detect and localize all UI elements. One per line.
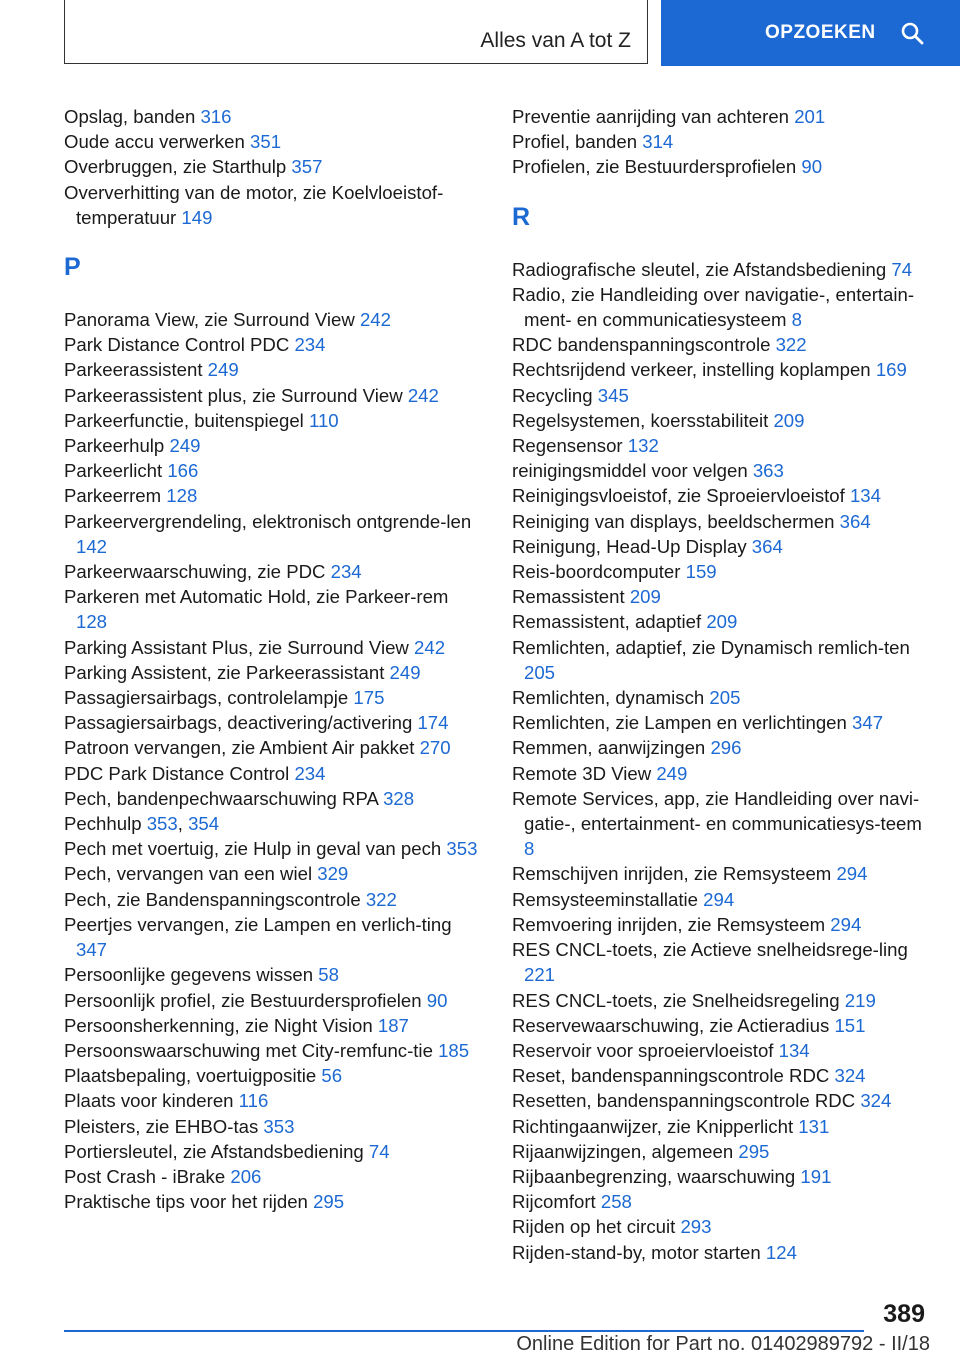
index-entry — [64, 710, 484, 735]
page-link[interactable]: 294 — [836, 863, 868, 885]
page-link[interactable]: 134 — [849, 485, 881, 507]
index-entry — [512, 154, 932, 179]
page-link[interactable]: 169 — [875, 359, 907, 381]
index-entry — [64, 1114, 484, 1139]
index-entry — [512, 1088, 932, 1113]
page-link[interactable]: 124 — [765, 1241, 797, 1263]
header-tab-box — [64, 0, 648, 64]
index-entry-term: Persoonsherkenning, zie Night Vision — [64, 1014, 378, 1036]
index-entry-term: Reservewaarschuwing, zie Actieradius — [512, 1014, 835, 1036]
index-entry — [64, 887, 484, 912]
index-entry-term: Rijbaanbegrenzing, waarschuwing — [512, 1165, 801, 1187]
index-entry-term: Parkeerrem — [64, 485, 167, 507]
index-entry — [64, 786, 484, 811]
footer-edition-text: Online Edition for Part no. 01402989792 - II/18 — [516, 1333, 930, 1355]
page-link[interactable]: 185 — [438, 1039, 470, 1061]
index-entry — [512, 735, 932, 760]
page-link[interactable]: 258 — [600, 1191, 632, 1213]
index-entry-term: Parkeerfunctie, buitenspiegel — [64, 409, 309, 431]
tab-alles-van-a-tot-z[interactable]: Alles van A tot Z — [480, 29, 631, 52]
index-entry-term: Pechhulp — [64, 813, 147, 835]
page-link[interactable]: 353 — [263, 1115, 295, 1137]
page-link[interactable]: 116 — [238, 1090, 269, 1112]
index-entry — [512, 912, 932, 937]
page-number: 389 — [883, 1300, 925, 1328]
index-entry — [64, 1063, 484, 1088]
index-entry-term: Parkeerlicht — [64, 460, 168, 482]
index-entry — [64, 1013, 484, 1038]
page-link[interactable]: 242 — [359, 309, 391, 331]
page-link[interactable]: 347 — [852, 712, 884, 734]
index-entry-term: Regelsystemen, koersstabiliteit — [512, 409, 774, 431]
index-entry-term: Oude accu verwerken — [64, 131, 251, 153]
index-entry — [64, 660, 484, 685]
index-entry-term: Reservoir voor sproeiervloeistof — [512, 1039, 779, 1061]
index-entry-term: Parking Assistant Plus, zie Surround View — [64, 636, 415, 658]
index-entry — [512, 937, 932, 987]
page-link[interactable]: 353 — [146, 813, 178, 835]
page-link[interactable]: 206 — [230, 1165, 262, 1187]
index-entry — [512, 887, 932, 912]
index-entry-term: Resetten, bandenspanningscontrole RDC — [512, 1090, 861, 1112]
page-link[interactable]: 249 — [169, 435, 201, 457]
page-link[interactable]: 242 — [414, 636, 446, 658]
page-link[interactable]: 249 — [389, 661, 421, 683]
index-entry-term: Radio, zie Handleiding over navigatie-, entertain-ment- en communicatiesysteem — [512, 283, 915, 331]
index-entry-term: RES CNCL-toets, zie Actieve snelheidsrege-ling — [512, 939, 908, 961]
index-entry — [512, 761, 932, 786]
index-entry-term: Pech met voertuig, zie Hulp in geval van pech — [64, 838, 447, 860]
index-entry-term: Remsysteeminstallatie — [512, 888, 704, 910]
index-entry — [512, 1164, 932, 1189]
index-entry — [512, 129, 932, 154]
page-link[interactable]: 345 — [597, 384, 629, 406]
index-entry — [512, 458, 932, 483]
index-entry-term: Preventie aanrijding van achteren — [512, 106, 795, 127]
index-entry-term: Remote Services, app, zie Handleiding over navi-gatie-, entertainment- en communicatiesys-teem — [512, 787, 922, 835]
index-entry — [64, 559, 484, 584]
page-link[interactable]: 209 — [629, 586, 661, 608]
index-entry — [64, 180, 484, 230]
index-entry — [512, 685, 932, 710]
page-link[interactable]: 8 — [791, 309, 802, 331]
index-entry — [512, 433, 932, 458]
index-entry-term: Pleisters, zie EHBO-tas — [64, 1115, 264, 1137]
page-link[interactable]: 221 — [524, 964, 556, 986]
index-entry-term: Overbruggen, zie Starthulp — [64, 156, 292, 178]
page-link[interactable]: 134 — [778, 1039, 810, 1061]
index-entry-term: Richtingaanwijzer, zie Knipperlicht — [512, 1115, 799, 1137]
page-link[interactable]: 205 — [524, 661, 556, 683]
page-link[interactable]: 322 — [775, 334, 807, 356]
index-entry-term: RDC bandenspanningscontrole — [512, 334, 776, 356]
page-link[interactable]: 295 — [313, 1191, 345, 1213]
index-entry-term: Reset, bandenspanningscontrole RDC — [512, 1065, 835, 1087]
index-entry-term: Passagiersairbags, controlelampje — [64, 687, 354, 709]
index-entry-term: Parkeerassistent — [64, 359, 208, 381]
index-entry-term: Reis-boordcomputer — [512, 561, 686, 583]
index-entry — [64, 988, 484, 1013]
index-entry — [512, 786, 932, 862]
index-entry — [64, 1139, 484, 1164]
index-entry-term: RES CNCL-toets, zie Snelheidsregeling — [512, 989, 845, 1011]
index-entry-term: Profielen, zie Bestuurdersprofielen — [512, 156, 802, 178]
page-link[interactable]: 347 — [76, 939, 108, 961]
index-entry — [64, 1038, 484, 1063]
index-entry — [64, 357, 484, 382]
index-entry — [512, 509, 932, 534]
index-entry — [512, 383, 932, 408]
index-column-right — [512, 104, 932, 1265]
index-entry — [64, 129, 484, 154]
page-link[interactable]: 128 — [76, 611, 108, 633]
page-link[interactable]: 174 — [417, 712, 449, 734]
index-entry-term: Patroon vervangen, zie Ambient Air pakket — [64, 737, 420, 759]
index-entry-term: Remvoering inrijden, zie Remsysteem — [512, 913, 831, 935]
index-entry-term: Remlichten, dynamisch — [512, 687, 710, 709]
index-entry — [512, 584, 932, 609]
page-link[interactable]: 324 — [834, 1065, 866, 1087]
index-entry — [512, 861, 932, 886]
index-entry — [64, 104, 484, 129]
index-entry-term: Remschijven inrijden, zie Remsysteem — [512, 863, 837, 885]
page-link[interactable]: 166 — [167, 460, 199, 482]
index-entry — [512, 1013, 932, 1038]
index-entry-term: Parking Assistent, zie Parkeerassistant — [64, 661, 390, 683]
index-entry-term: Remmen, aanwijzingen — [512, 737, 711, 759]
section-letter: P — [64, 253, 81, 282]
page-link[interactable]: 234 — [330, 561, 362, 583]
index-entry — [64, 635, 484, 660]
index-entry — [512, 534, 932, 559]
index-entry — [64, 458, 484, 483]
index-entry-term: Parkeerwaarschuwing, zie PDC — [64, 561, 331, 583]
index-entry — [64, 761, 484, 786]
page-link[interactable]: 329 — [317, 863, 349, 885]
page-link[interactable]: 56 — [321, 1065, 343, 1087]
page-link[interactable]: 249 — [207, 359, 239, 381]
index-entry-term: Parkeervergrendeling, elektronisch ontgrende-len — [64, 510, 472, 532]
index-entry — [64, 1088, 484, 1113]
index-entry — [512, 1189, 932, 1214]
index-entry-term: Remassistent, adaptief — [512, 611, 707, 633]
page-link[interactable]: 234 — [294, 334, 326, 356]
index-entry — [64, 154, 484, 179]
page-link[interactable]: 219 — [844, 989, 876, 1011]
index-entry — [64, 861, 484, 886]
index-entry — [64, 332, 484, 357]
index-entry-term: Oververhitting van de motor, zie Koelvloeistof-temperatuur — [64, 181, 444, 228]
page-link[interactable]: 351 — [250, 131, 282, 153]
search-icon — [900, 21, 924, 45]
page-link[interactable]: 364 — [751, 535, 783, 557]
page-link[interactable]: 90 — [801, 156, 823, 178]
index-entry-term: Remassistent — [512, 586, 630, 608]
index-entry-term: Rechtsrijdend verkeer, instelling koplampen — [512, 359, 876, 381]
page-link[interactable]: 205 — [709, 687, 741, 709]
index-entry — [512, 1240, 932, 1265]
index-entry-term: Rijden op het circuit — [512, 1216, 681, 1238]
index-entry — [64, 685, 484, 710]
search-button-label: OPZOEKEN — [765, 22, 876, 43]
index-entry — [64, 962, 484, 987]
index-entry-term: Panorama View, zie Surround View — [64, 309, 360, 331]
index-entry — [64, 408, 484, 433]
index-entry-term: Rijden-stand-by, motor starten — [512, 1241, 766, 1263]
index-entry-term: Profiel, banden — [512, 131, 643, 153]
index-entry-term: PDC Park Distance Control — [64, 762, 295, 784]
page-link[interactable]: 296 — [710, 737, 742, 759]
page-link[interactable]: 316 — [200, 106, 232, 127]
page-link[interactable]: 314 — [642, 131, 674, 153]
index-entry-term: Pech, zie Bandenspanningscontrole — [64, 888, 366, 910]
index-entry — [512, 1038, 932, 1063]
index-entry-term: Remote 3D View — [512, 762, 657, 784]
index-entry — [512, 1214, 932, 1239]
page-link[interactable]: 293 — [680, 1216, 712, 1238]
page-link[interactable]: 294 — [703, 888, 735, 910]
index-entry — [512, 609, 932, 634]
index-entry — [512, 408, 932, 433]
index-entry-term: Persoonlijke gegevens wissen — [64, 964, 319, 986]
index-entry-term: Persoonlijk profiel, zie Bestuurdersprofielen — [64, 989, 427, 1011]
page-link[interactable]: 322 — [365, 888, 397, 910]
index-entry: Pechhulp 353, 354 — [64, 813, 220, 835]
page-link[interactable]: 295 — [738, 1140, 770, 1162]
page-link[interactable]: 354 — [188, 813, 220, 835]
index-entry — [64, 1164, 484, 1189]
page-link[interactable]: 128 — [166, 485, 198, 507]
page-link[interactable]: 132 — [627, 435, 659, 457]
index-entry-term: Praktische tips voor het rijden — [64, 1191, 314, 1213]
index-column-left — [64, 104, 484, 1214]
footer-divider — [64, 1330, 864, 1332]
index-entry-term: Rijaanwijzingen, algemeen — [512, 1140, 739, 1162]
index-entry-term: Reinigung, Head-Up Display — [512, 535, 752, 557]
index-entry — [64, 1189, 484, 1214]
page-link[interactable]: 149 — [181, 206, 213, 228]
index-entry — [64, 584, 484, 634]
section-letter: R — [512, 202, 531, 231]
page-link[interactable]: 187 — [377, 1014, 409, 1036]
page-link[interactable]: 8 — [524, 838, 535, 860]
page-link[interactable]: 363 — [752, 460, 784, 482]
page-link[interactable]: 74 — [891, 258, 913, 280]
index-entry-term: Rijcomfort — [512, 1191, 601, 1213]
page-link[interactable]: 328 — [383, 787, 415, 809]
page-link[interactable]: 142 — [76, 535, 108, 557]
page-link[interactable]: 270 — [419, 737, 451, 759]
index-entry-term: Plaatsbepaling, voertuigpositie — [64, 1065, 322, 1087]
page-link[interactable]: 131 — [798, 1115, 830, 1137]
index-entry-term: Peertjes vervangen, zie Lampen en verlich-ting — [64, 913, 452, 935]
index-entry-term: Park Distance Control PDC — [64, 334, 295, 356]
page-link[interactable]: 249 — [656, 762, 688, 784]
index-entry — [64, 509, 484, 559]
page-link[interactable]: 151 — [834, 1014, 866, 1036]
page-link[interactable]: 74 — [368, 1140, 390, 1162]
index-entry-term: Post Crash - iBrake — [64, 1165, 231, 1187]
page-link[interactable]: 209 — [706, 611, 738, 633]
page-link[interactable]: 324 — [860, 1090, 892, 1112]
page-link[interactable]: 209 — [773, 409, 805, 431]
index-entry-term: Recycling — [512, 384, 598, 406]
index-entry-term: Radiografische sleutel, zie Afstandsbediening — [512, 258, 892, 280]
index-entry-term: Regensensor — [512, 435, 628, 457]
index-entry-term: Reinigingsvloeistof, zie Sproeiervloeistof — [512, 485, 850, 507]
page-link[interactable]: 175 — [353, 687, 385, 709]
index-entry — [512, 1139, 932, 1164]
index-entry-term: Portiersleutel, zie Afstandsbediening — [64, 1140, 369, 1162]
page-link[interactable]: 201 — [794, 106, 826, 127]
index-entry — [512, 988, 932, 1013]
index-entry-term: Parkeerhulp — [64, 435, 170, 457]
index-entry-term: Passagiersairbags, deactivering/activering — [64, 712, 418, 734]
index-entry — [64, 383, 484, 408]
index-entry-term: Pech, vervangen van een wiel — [64, 863, 318, 885]
index-entry — [512, 104, 932, 129]
index-entry — [64, 483, 484, 508]
page-link[interactable]: 191 — [800, 1165, 832, 1187]
index-entry — [512, 710, 932, 735]
index-entry-term: Plaats voor kinderen — [64, 1090, 239, 1112]
page-link[interactable]: 159 — [685, 561, 717, 583]
index-entry — [512, 1114, 932, 1139]
page-link[interactable]: 90 — [426, 989, 448, 1011]
index-entry — [64, 836, 484, 861]
index-entry-term: Persoonswaarschuwing met City-remfunc-tie — [64, 1039, 439, 1061]
index-entry — [512, 257, 932, 282]
index-entry — [64, 433, 484, 458]
index-entry — [512, 559, 932, 584]
index-entry — [512, 282, 932, 332]
index-entry — [512, 483, 932, 508]
page-link[interactable]: 357 — [291, 156, 323, 178]
index-entry — [512, 357, 932, 382]
index-entry — [64, 912, 484, 962]
page-link[interactable]: 58 — [318, 964, 339, 986]
index-entry — [64, 307, 484, 332]
index-entry-term: Pech, bandenpechwaarschuwing RPA — [64, 787, 384, 809]
index-entry-term: Remlichten, adaptief, zie Dynamisch remlich-ten — [512, 636, 910, 658]
index-entry-term: Remlichten, zie Lampen en verlichtingen — [512, 712, 853, 734]
index-entry-term: Reiniging van displays, beeldschermen — [512, 510, 840, 532]
page-link[interactable]: 242 — [407, 384, 439, 406]
index-entry-term: reinigingsmiddel voor velgen — [512, 460, 753, 482]
page-link[interactable]: 234 — [294, 762, 326, 784]
index-entry-term: Parkeren met Automatic Hold, zie Parkeer-rem — [64, 586, 449, 608]
index-entry — [512, 635, 932, 685]
index-entry — [64, 735, 484, 760]
page-link[interactable]: 294 — [830, 913, 862, 935]
page-link[interactable]: 364 — [839, 510, 871, 532]
page-link[interactable]: 353 — [446, 838, 478, 860]
index-entry — [512, 332, 932, 357]
index-entry — [512, 1063, 932, 1088]
search-button[interactable] — [661, 0, 960, 66]
page-link[interactable]: 110 — [308, 409, 339, 431]
index-entry-term: Opslag, banden — [64, 106, 201, 127]
index-entry-term: Parkeerassistent plus, zie Surround View — [64, 384, 408, 406]
